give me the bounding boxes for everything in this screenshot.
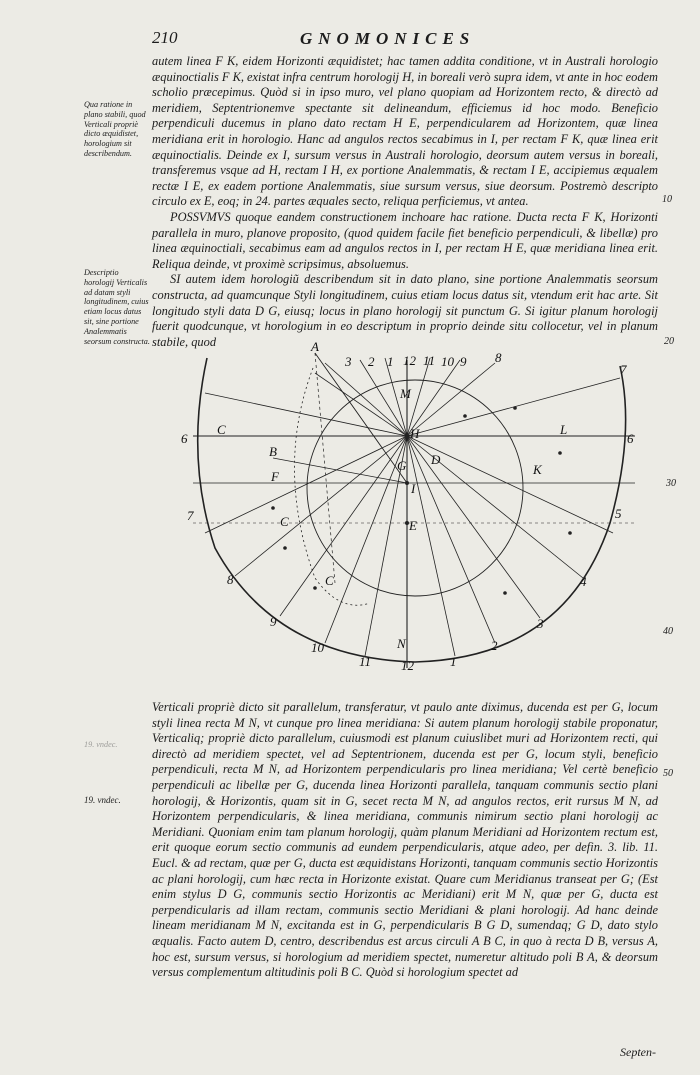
paragraph: SI autem idem horologiũ describendum sit in dato plano, sine portione Analemmatis seorsum constructa, ad quamcunque Styli longitudinem, cuius etiam locus datus sit, vtendum erit hac arte. Sit longitudo styli data D G, eiusq; locus in plano horologij sit punctum G. Si igitur planum horologij fuerit quodcunque, vt horologium in eo descriptum in proprio deinde situ collocetur, vel in planum stabile, quod bbox=[152, 272, 658, 349]
line-number: 30 bbox=[666, 478, 676, 489]
hour-label: 6 bbox=[627, 431, 634, 446]
stylus-line bbox=[315, 353, 407, 483]
label-C-bottom: C bbox=[325, 573, 334, 588]
page-header bbox=[0, 28, 700, 52]
dotted-arc bbox=[294, 368, 370, 605]
hour-line bbox=[407, 378, 620, 436]
margin-note: 19. vndec. bbox=[84, 795, 121, 805]
hour-label: 2 bbox=[368, 354, 375, 369]
text-block-upper bbox=[152, 54, 658, 350]
hour-line bbox=[407, 436, 495, 643]
label-I: I bbox=[411, 481, 416, 496]
label-F: F bbox=[271, 469, 279, 484]
hour-label: 4 bbox=[580, 574, 587, 589]
label-C-small: C bbox=[280, 514, 289, 529]
hour-label: 9 bbox=[270, 614, 277, 629]
label-D: D bbox=[431, 452, 441, 467]
label-B: B bbox=[269, 444, 277, 459]
running-title: GNOMONICES bbox=[300, 29, 476, 48]
line-number: 10 bbox=[662, 194, 672, 205]
page-number: 210 bbox=[152, 28, 178, 47]
hour-label: 7 bbox=[187, 508, 194, 523]
label-A: A bbox=[311, 339, 319, 354]
hour-line bbox=[325, 436, 407, 643]
hour-label: 2 bbox=[491, 638, 498, 653]
hour-label: 7 bbox=[620, 362, 627, 377]
paragraph: POSSVMVS quoque eandem constructionem inchoare hac ratione. Ducta recta F K, Horizonti parallela in muro, planove proposito, (quod quidem facile fiet beneficio perpendiculi, & libellæ) pro linea æquinoctiali, secabimus eam ad angulos rectos in I, per rectam H E, quæ meridiana linea erit. Reliqua deinde, vt proximè scripsimus, absoluemus. bbox=[152, 209, 658, 271]
hour-label: 10 bbox=[441, 354, 454, 369]
hour-label: 3 bbox=[537, 616, 544, 631]
line-number: 40 bbox=[663, 626, 673, 637]
line-number: 50 bbox=[663, 768, 673, 779]
hour-label: 6 bbox=[181, 431, 188, 446]
paragraph: autem linea F K, eidem Horizonti æquidistet; hac tamen addita conditione, vt in Australi horologio æquinoctialis F K, existat infra centrum horologij H, in boreali verò supra idem, vt ante in hoc eodem scholio præcepimus. Quòd si in ipso muro, vel plano quopiam ad Horizontem recto, & directò ad meridiem, Septentrionemve spectante sit delineandum, efficiemus id hoc modo. Beneficio perpendiculi ducemus in plano dato rectam H E, perpendicularem ad Horizontem, quæ linea meridiana erit in horologio. Hanc ad angulos rectos secabimus in I, per rectam F K, quæ linea erit æquinoctialis. Deinde ex I, sursum versus in Australi horologio, deorsum autem versus in boreali, transferemus vsque ad H, rectam I H, ex portione Analemmatis, & rectam I E, accipiemus æqualem rectæ I E, ex eadem portione Analemmatis, siue sursum versus, siue deorsum. Postremò descripto circulo ex E, eoq; in 24. partes æquales secto, reliqua perficiemus, vt antea. bbox=[152, 54, 658, 209]
line-number: 20 bbox=[664, 336, 674, 347]
arc-line bbox=[273, 458, 407, 483]
hour-label: 9 bbox=[460, 354, 467, 369]
label-L: L bbox=[560, 422, 568, 437]
hour-label: 11 bbox=[359, 654, 372, 669]
margin-note: Qua ratione in plano stabili, quod Verticali propriè dicto æquidistet, horologium sit describendum. bbox=[84, 100, 146, 158]
sundial-diagram bbox=[165, 338, 655, 678]
hour-label: 5 bbox=[615, 506, 622, 521]
hour-label: 12 bbox=[401, 658, 414, 673]
label-N: N bbox=[397, 636, 406, 651]
label-M: M bbox=[400, 386, 411, 401]
hour-line bbox=[407, 363, 495, 436]
label-C: C bbox=[217, 422, 226, 437]
dial-arc bbox=[198, 358, 626, 662]
catchword: Septen- bbox=[620, 1045, 656, 1059]
hour-label: 1 bbox=[450, 654, 457, 669]
text-block-lower bbox=[152, 700, 658, 981]
hour-label: 11 bbox=[423, 353, 436, 368]
label-G: G bbox=[397, 458, 407, 473]
hour-label: 3 bbox=[345, 354, 352, 369]
label-H: H bbox=[410, 426, 420, 441]
hour-line bbox=[205, 393, 407, 436]
label-E: E bbox=[409, 518, 417, 533]
hour-label: 10 bbox=[311, 640, 324, 655]
hour-line bbox=[407, 360, 460, 436]
hour-label: 12 bbox=[403, 353, 416, 368]
label-K: K bbox=[533, 462, 542, 477]
hour-label: 8 bbox=[227, 572, 234, 587]
hour-label: 1 bbox=[387, 354, 394, 369]
hour-label: 8 bbox=[495, 350, 502, 365]
hour-line bbox=[407, 436, 613, 533]
margin-note: Descriptio horologij Verticalis ad datam styli longitudinem, cuius etiam locus datus sit, sine portione Analemmatis seorsum constructa. bbox=[84, 268, 150, 346]
paragraph: Verticali propriè dicto sit parallelum, transferatur, vt paulo ante diximus, ducenda est per G, locum styli linea recta M N, vt cunque pro linea meridiana: Si autem planum horologij stabile proponatur, Verticaliq; propriè dicto parallelum, cuiusmodi est planum cuiuslibet muri ad Horizontem recti, qui directò ad meridiem spectet, vel ad Septentrionem, ducenda est per G, locum styli, beneficio perpendiculi, recta M N, ad Horizontem perpendicularis pro linea meridiana; Vel certè beneficio perpendiculi ac libellæ per G, ducenda linea Horizonti parallela, tanquam communis sectio plani horologij, & Horizontis, quam sit in G, secet recta M N, ad angulos rectos, erit rursus M N, ad Horizontem perpendicularis, & linea meridiana, communis nimirum sectio plani horologij ac Meridiani. Quoniam enim tam planum horologij, quàm planum Meridiani ad Horizontem rectum est, erit quoque eorum sectio communis ad eundem perpendicularis, atque adeo, per defin. 3. lib. 11. Eucl. & ad rectam, quæ per G, ducta est æquidistans Horizonti, tanquam communis sectio Horizontis ac plani horologij, cum hæc recta in Horizonte existat. Quare cum Meridianus transeat per G; (Est enim stylus D G, communis sectio Horizontis ac Meridiani) erit M N, quæ per G, ducta est perpendicularis ad illam rectam, communis sectio Meridiani & plani horologij. Ad hanc deinde lineam meridianam M N, excitanda est in G, perpendicularis B G D, sumendaq; G D, dato stylo æqualis. Facto autem D, centro, describendus est arcus circuli A B C, in quo à recta D B, versus A, hoc est, sursum versus, si horologium ad meridiem spectet, numeretur altitudo poli B A, & deorsum versus complementum altitudinis poli B C. Quòd si horologium spectet ad bbox=[152, 700, 658, 980]
margin-note-faded: 19. vndec. bbox=[84, 740, 118, 749]
